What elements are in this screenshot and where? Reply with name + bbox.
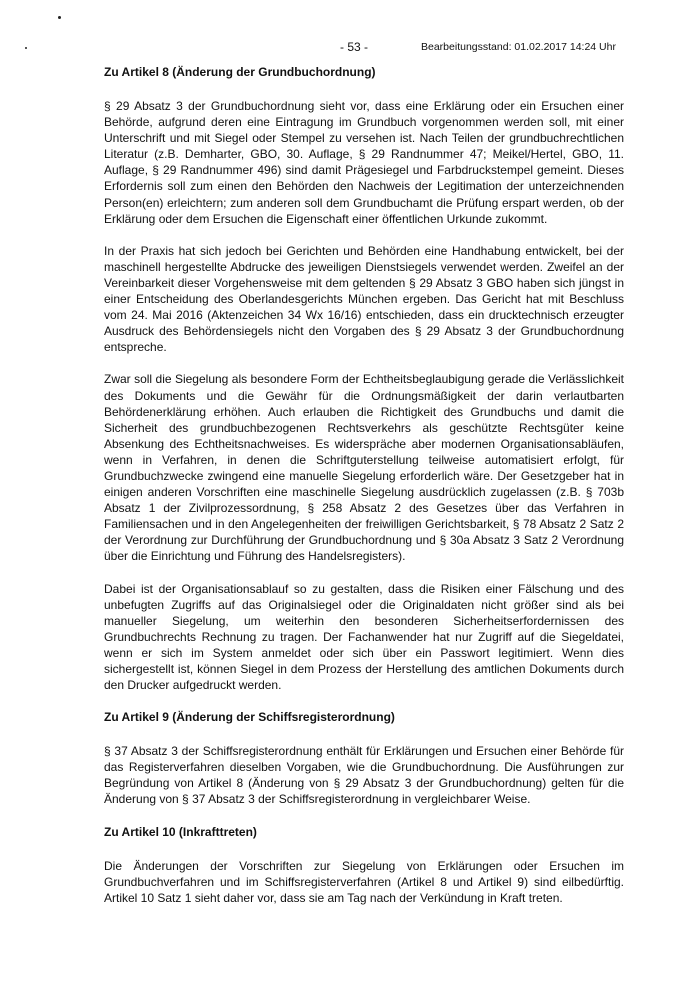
document-body xyxy=(104,64,624,906)
paragraph: Zwar soll die Siegelung als besondere Form der Echtheitsbeglaubigung gerade die Verlässlichkeit des Dokuments und die Gewähr für die Ordnungsmäßigkeit der darin verlautbarten Behördenerklärung erhöhen. Auch erlauben die Richtigkeit des Grundbuchs und damit die Sicherheit des grundbuchbezogenen Rechtsverkehrs als geschützte Rechtsgüter keine Absenkung des Echtheitsnachweises. Es widerspräche aber modernen Organisationsabläufen, wenn in Verfahren, in denen die Schriftguterstellung teilweise automatisiert erfolgt, für Grundbuchzwecke zwingend eine manuelle Siegelung erforderlich wäre. Der Gesetzgeber hat in einigen anderen Vorschriften eine maschinelle Siegelung ausdrücklich zugelassen (z.B. § 703b Absatz 1 der Zivilprozessordnung, § 258 Absatz 2 des Gesetzes über das Verfahren in Familiensachen und in den Angelegenheiten der freiwilligen Gerichtsbarkeit, § 78 Absatz 2 Satz 2 der Verordnung zur Durchführung der Grundbuchordnung und § 30a Absatz 3 Satz 2 Verordnung über die Einrichtung und Führung des Handelsregisters). xyxy=(104,372,624,564)
paragraph: In der Praxis hat sich jedoch bei Gerichten und Behörden eine Handhabung entwickelt, bei der maschinell hergestellte Abdrucke des jeweiligen Dienstsiegels verwendet werden. Zweifel an der Vereinbarkeit dieser Vorgehensweise mit dem geltenden § 29 Absatz 3 GBO haben sich jüngst in einer Entscheidung des Oberlandesgerichts München ergeben. Das Gericht hat mit Beschluss vom 24. Mai 2016 (Aktenzeichen 34 Wx 16/16) entschieden, dass ein drucktechnisch erzeugter Ausdruck des Behördensiegels nicht den Vorgaben des § 29 Absatz 3 der Grundbuchordnung entspreche. xyxy=(104,243,624,355)
section-heading-article-8: Zu Artikel 8 (Änderung der Grundbuchordnung) xyxy=(104,65,376,79)
page-number: - 53 - xyxy=(340,40,369,54)
page-header xyxy=(0,40,700,56)
section-heading-article-9: Zu Artikel 9 (Änderung der Schiffsregisterordnung) xyxy=(104,710,395,725)
paragraph: § 37 Absatz 3 der Schiffsregisterordnung enthält für Erklärungen und Ersuchen einer Behörde für das Registerverfahren dieselben Vorgaben, wie die Grundbuchordnung. Die Ausführungen zur Begründung von Artikel 8 (Änderung von § 29 Absatz 3 der Grundbuchordnung) gelten für die Änderung von § 37 Absatz 3 der Schiffsregisterordnung in vergleichbarer Weise. xyxy=(104,744,624,807)
section-heading-article-10: Zu Artikel 10 (Inkrafttreten) xyxy=(104,824,257,839)
scan-speck xyxy=(58,16,61,19)
paragraph: Die Änderungen der Vorschriften zur Siegelung von Erklärungen oder Ersuchen im Grundbuchverfahren und im Schiffsregisterverfahren (Artikel 8 und Artikel 9) sind eilbedürftig. Artikel 10 Satz 1 sieht daher vor, dass sie am Tag nach der Verkündung in Kraft treten. xyxy=(104,858,624,905)
paragraph: Dabei ist der Organisationsablauf so zu gestalten, dass die Risiken einer Fälschung und des unbefugten Zugriffs auf das Originalsiegel oder die Originaldaten nicht größer sind als bei manueller Siegelung, um weiterhin den besonderen Sicherheitserfordernissen des Grundbuchrechts Rechnung zu tragen. Der Fachanwender hat nur Zugriff auf die Siegeldatei, wenn er sich im System anmeldet oder sich über ein Passwort legitimiert. Wenn dies sichergestellt ist, können Siegel in dem Prozess der Herstellung des amtlichen Dokuments durch den Drucker aufgedruckt werden. xyxy=(104,581,624,693)
edit-status: Bearbeitungsstand: 01.02.2017 14:24 Uhr xyxy=(421,41,616,53)
paragraph: § 29 Absatz 3 der Grundbuchordnung sieht vor, dass eine Erklärung oder ein Ersuchen einer Behörde, aufgrund deren eine Eintragung im Grundbuch vorgenommen werden soll, mit einer Unterschrift und mit Siegel oder Stempel zu versehen ist. Nach Teilen der grundbuchrechtlichen Literatur (z.B. Demharter, GBO, 30. Auflage, § 29 Randnummer 47; Meikel/Hertel, GBO, 11. Auflage, § 29 Randnummer 496) sind damit Prägesiegel und Farbdruckstempel gemeint. Dieses Erfordernis soll zum einen den Behörden den Nachweis der Legitimation der unterzeichnenden Person(en) erleichtern; zum anderen soll dem Grundbuchamt die Prüfung erspart werden, ob der Erklärung oder dem Ersuchen die Eigenschaft einer öffentlichen Urkunde zukommt. xyxy=(104,99,624,226)
